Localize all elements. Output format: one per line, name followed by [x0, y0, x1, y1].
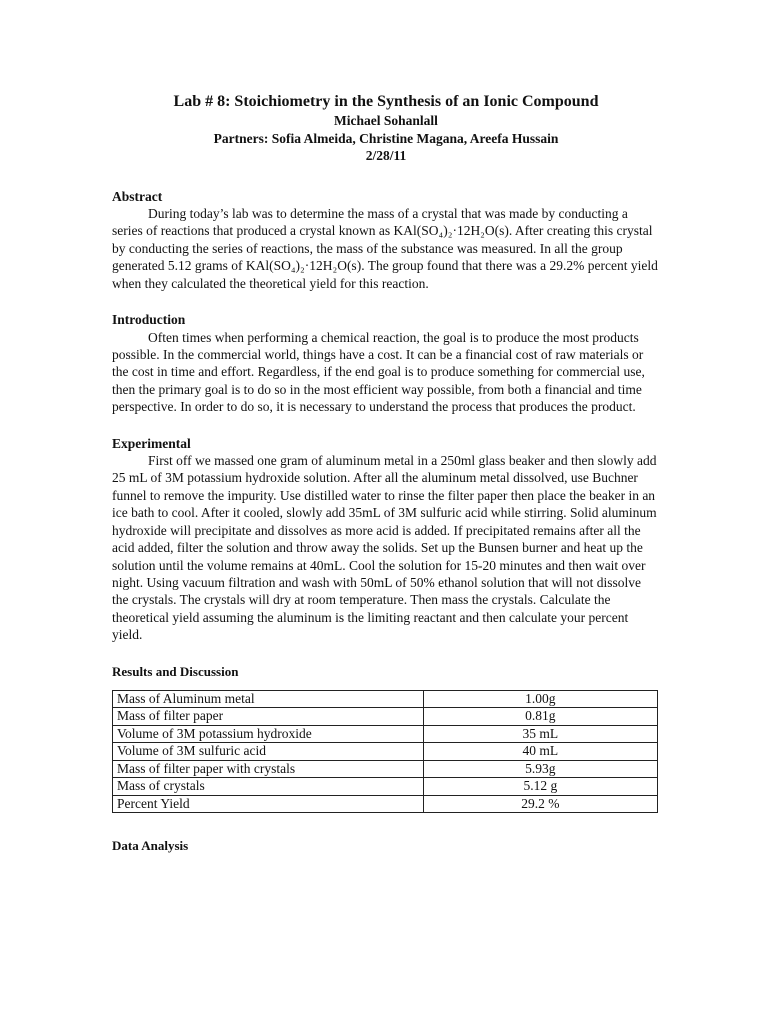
table-cell-value: 29.2 %	[423, 795, 657, 813]
abstract-section	[112, 188, 660, 293]
table-cell-value: 40 mL	[423, 743, 657, 761]
introduction-paragraph: Often times when performing a chemical reaction, the goal is to produce the most products possible. In the commercial world, things have a cost. It can be a financial cost of raw materials or the cost in time and effort. Regardless, if the end goal is to produce something for commercial use, then the primary goal is to do so in the most efficient way possible, from both a financial and time perspective. In order to do so, it is necessary to understand the process that produces the product.	[112, 329, 645, 415]
table-row	[113, 690, 658, 708]
table-cell-label: Volume of 3M sulfuric acid	[113, 743, 424, 761]
results-table	[112, 690, 658, 814]
experimental-section	[112, 435, 660, 644]
abstract-heading: Abstract	[112, 188, 163, 204]
report-date: 2/28/11	[365, 148, 407, 163]
introduction-section	[112, 311, 660, 416]
table-cell-value: 0.81g	[423, 708, 657, 726]
table-cell-label: Mass of Aluminum metal	[113, 690, 424, 708]
chemical-formula: KAl(SO₄)₂·12H₂O(s)	[393, 223, 509, 239]
table-cell-value: 1.00g	[423, 690, 657, 708]
abstract-text-part-2: . After creating this crystal by conducting the series of reactions, the mass of the substance was measured. In all the group generated 5.12 grams of	[112, 223, 653, 274]
table-cell-label: Mass of filter paper	[113, 708, 424, 726]
experimental-paragraph: First off we massed one gram of aluminum metal in a 250ml glass beaker and then slowly add 25 mL of 3M potassium hydroxide solution. After all the aluminum metal dissolved, use Buchner funnel to remove the impurity. Use distilled water to rinse the filter paper then place the beaker in an ice bath to cool. After it cooled, slowly add 35mL of 3M sulfuric acid while stirring. Solid aluminum hydroxide will precipitate and dissolves as more acid is added. If precipitated remains after all the acid added, filter the solution and throw away the solids. Set up the Bunsen burner and heat up the solution until the volume remains at 40mL. Cool the solution for 15-20 minutes and then wait over night. Using vacuum filtration and wash with 50mL of 50% ethanol solution that will not dissolve the crystals. The crystals will dry at room temperature. Then mass the crystals. Calculate the theoretical yield assuming the aluminum is the limiting reactant and then calculate your percent yield.	[112, 453, 657, 643]
table-row	[113, 760, 658, 778]
table-row	[113, 708, 658, 726]
chemical-formula: KAl(SO₄)₂·12H₂O(s)	[245, 258, 362, 274]
experimental-heading: Experimental	[112, 435, 191, 451]
introduction-heading: Introduction	[112, 312, 186, 328]
author-name: Michael Sohanlall	[334, 113, 438, 128]
table-row	[113, 795, 658, 813]
abstract-text-part-3: . The group found that there was a 29.2% percent yield when they calculated the theoretical yield for this reaction.	[112, 258, 658, 291]
table-row	[113, 743, 658, 761]
document-title: Lab # 8: Stoichiometry in the Synthesis of an Ionic Compound	[173, 93, 599, 110]
table-cell-value: 5.93g	[423, 760, 657, 778]
results-heading: Results and Discussion	[112, 663, 239, 679]
table-cell-value: 35 mL	[423, 725, 657, 743]
table-cell-label: Mass of filter paper with crystals	[113, 760, 424, 778]
data-analysis-heading: Data Analysis	[112, 838, 189, 854]
table-cell-label: Volume of 3M potassium hydroxide	[113, 725, 424, 743]
abstract-text-part-1: During today’s lab was to determine the mass of a crystal that was made by conducting a series of reactions that produced a crystal known as	[112, 206, 628, 239]
table-cell-label: Percent Yield	[113, 795, 424, 813]
table-cell-label: Mass of crystals	[113, 778, 424, 796]
partners-line: Partners: Sofia Almeida, Christine Magana, Areefa Hussain	[213, 130, 559, 146]
abstract-paragraph	[112, 205, 660, 292]
table-row	[113, 725, 658, 743]
document-page	[112, 92, 660, 854]
table-row	[113, 778, 658, 796]
document-header	[112, 92, 660, 165]
table-cell-value: 5.12 g	[423, 778, 657, 796]
